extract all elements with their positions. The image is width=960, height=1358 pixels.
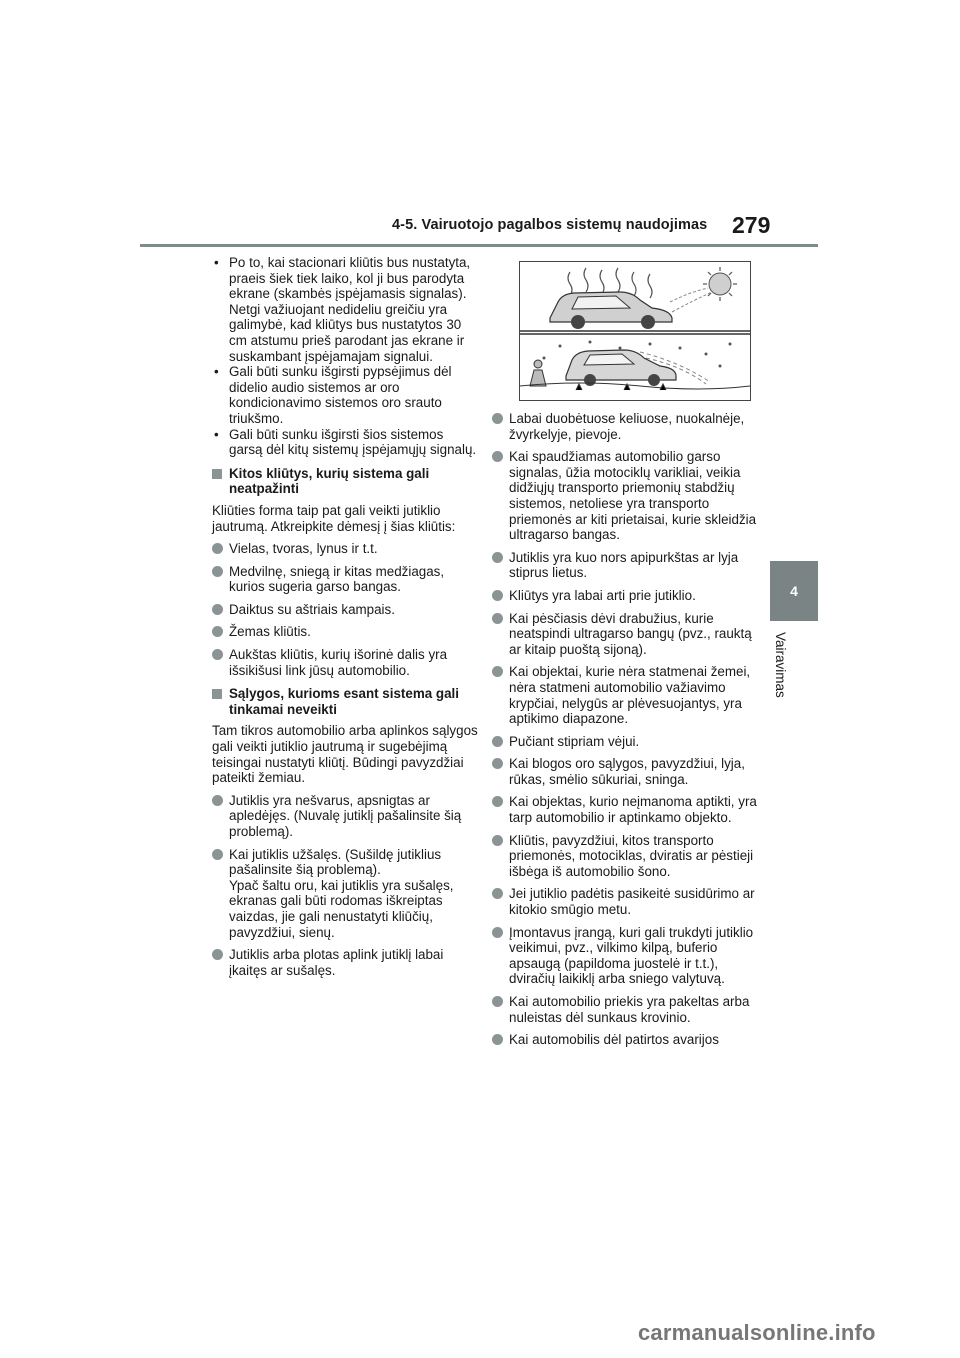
dash-list xyxy=(212,255,480,458)
circle-bullet-icon xyxy=(492,736,503,747)
circle-bullet-icon xyxy=(492,927,503,938)
list-item: Įmontavus įrangą, kuri gali trukdyti jutiklio veikimui, pvz., vilkimo kilpą, buferio apsaugą (papildoma juostelė ir t.t.), dviračių laikiklį arba sniego valytuvą. xyxy=(492,925,760,987)
section-title: 4-5. Vairuotojo pagalbos sistemų naudojimas xyxy=(392,217,708,233)
right-column xyxy=(492,255,760,1055)
section-heading: Kitos kliūtys, kurių sistema gali neatpažinti xyxy=(212,466,480,497)
circle-bullet-icon xyxy=(492,552,503,563)
circle-bullet-icon xyxy=(492,1034,503,1045)
list-item: Jutiklis yra nešvarus, apsnigtas ar apledėjęs. (Nuvalę jutiklį pašalinsite šią problemą). xyxy=(212,793,480,840)
illustration-car-conditions xyxy=(519,261,751,401)
list-item: Jei jutiklio padėtis pasikeitė susidūrimo ar kitokio smūgio metu. xyxy=(492,886,760,917)
list-item: Jutiklis yra kuo nors apipurkštas ar lyja stiprus lietus. xyxy=(492,550,760,581)
circle-bullet-icon xyxy=(212,649,223,660)
circle-bullet-icon xyxy=(492,413,503,424)
list-item: Daiktus su aštriais kampais. xyxy=(212,602,480,618)
list-item: Kai objektai, kurie nėra statmenai žemei, nėra statmeni automobilio važiavimo krypčiai, nelygūs ar plėvesuojantys, yra aptikimo diapazone. xyxy=(492,664,760,726)
circle-bullet-icon xyxy=(492,796,503,807)
header-divider xyxy=(140,244,818,247)
circle-bullet-icon xyxy=(492,613,503,624)
circle-bullet-icon xyxy=(212,626,223,637)
list-item: Medvilnę, sniegą ir kitas medžiagas, kurios sugeria garso bangas. xyxy=(212,564,480,595)
circle-bullet-icon xyxy=(492,888,503,899)
list-item: Labai duobėtuose keliuose, nuokalnėje, žvyrkelyje, pievoje. xyxy=(492,411,760,442)
circle-bullet-icon xyxy=(212,849,223,860)
square-bullet-icon xyxy=(212,469,222,479)
section-intro: Tam tikros automobilio arba aplinkos sąlygos gali veikti jutiklio jautrumą ir sugebėjimą teisingai nustatyti kliūtį. Būdingi pavyzdžiai pateikti žemiau. xyxy=(212,723,478,786)
list-item: Žemas kliūtis. xyxy=(212,624,480,640)
dash-item: • Po to, kai stacionari kliūtis bus nustatyta, praeis šiek tiek laiko, kol ji bus parodyta ekrane (skambės įspėjamasis signalas). Netgi važiuojant nedideliu greičiu yra galimybė, kad kliūtys bus nustatytos 30 cm atstumu prieš parodant jas ekrane ir suskambant įspėjamajam signalui. xyxy=(214,255,471,364)
circle-bullet-icon xyxy=(492,996,503,1007)
list-item: Aukštas kliūtis, kurių išorinė dalis yra išsikišusi link jūsų automobilio. xyxy=(212,647,480,678)
square-bullet-icon xyxy=(212,689,222,699)
circle-bullet-icon xyxy=(492,590,503,601)
list-item: Kai blogos oro sąlygos, pavyzdžiui, lyja, rūkas, smėlio sūkuriai, sninga. xyxy=(492,756,760,787)
list-item: Kliūtys yra labai arti prie jutiklio. xyxy=(492,588,760,604)
circle-bullet-icon xyxy=(212,566,223,577)
page-number: 279 xyxy=(732,212,771,238)
list-item: Jutiklis arba plotas aplink jutiklį labai įkaitęs ar sušalęs. xyxy=(212,947,480,978)
list-item: Kai jutiklis užšalęs. (Sušildę jutiklius pašalinsite šią problemą). Ypač šaltu oru, kai jutiklis yra sušalęs, ekranas gali būti rodomas iškreiptas vaizdas, jie gali nenustatyti kliūčių, pavyzdžiui, sienų. xyxy=(212,847,480,941)
list-item: Kliūtis, pavyzdžiui, kitos transporto priemonės, motociklas, dviratis ar pėstieji išbėga iš automobilio šono. xyxy=(492,833,760,880)
list-item: Kai automobilio priekis yra pakeltas arba nuleistas dėl sunkaus krovinio. xyxy=(492,994,760,1025)
list-item: Vielas, tvoras, lynus ir t.t. xyxy=(212,541,480,557)
circle-bullet-icon xyxy=(212,949,223,960)
chapter-tab[interactable]: 4 xyxy=(770,561,818,621)
circle-bullet-icon xyxy=(492,666,503,677)
watermark-link[interactable]: carmanualsonline.info xyxy=(638,1320,876,1345)
circle-bullet-icon xyxy=(492,835,503,846)
dash-item: • Gali būti sunku išgirsti šios sistemos garsą dėl kitų sistemų įspėjamųjų signalų. xyxy=(214,426,477,458)
circle-bullet-icon xyxy=(212,604,223,615)
circle-bullet-icon xyxy=(492,451,503,462)
list-item: Kai pėsčiasis dėvi drabužius, kurie neatspindi ultragarso bangų (pvz., rauktą ar kitaip puoštą sijoną). xyxy=(492,611,760,658)
list-item: Kai automobilis dėl patirtos avarijos xyxy=(492,1032,760,1048)
car-conditions-illustration xyxy=(520,262,750,400)
list-item: Kai spaudžiamas automobilio garso signalas, ūžia motociklų varikliai, veikia didžiųjų transporto priemonių stabdžių sistemos, netoliese yra transporto priemonės ar kiti prietaisai, kurie skleidžia ultragarso bangas. xyxy=(492,449,760,543)
circle-bullet-icon xyxy=(212,795,223,806)
section-intro: Kliūties forma taip pat gali veikti jutiklio jautrumą. Atkreipkite dėmesį į šias kliūtis: xyxy=(212,502,456,534)
section-heading: Sąlygos, kurioms esant sistema gali tinkamai neveikti xyxy=(212,686,480,717)
list-item: Pučiant stipriam vėjui. xyxy=(492,734,760,750)
dash-item: • Gali būti sunku išgirsti pypsėjimus dėl didelio audio sistemos ar oro kondicionavimo sistemos oro srauto triukšmo. xyxy=(214,364,452,426)
left-column xyxy=(212,255,480,985)
circle-bullet-icon xyxy=(212,543,223,554)
chapter-label xyxy=(773,632,811,712)
circle-bullet-icon xyxy=(492,758,503,769)
chapter-label-text: Vairavimas xyxy=(773,632,788,698)
list-item: Kai objektas, kurio neįmanoma aptikti, yra tarp automobilio ir aptinkamo objekto. xyxy=(492,794,760,825)
